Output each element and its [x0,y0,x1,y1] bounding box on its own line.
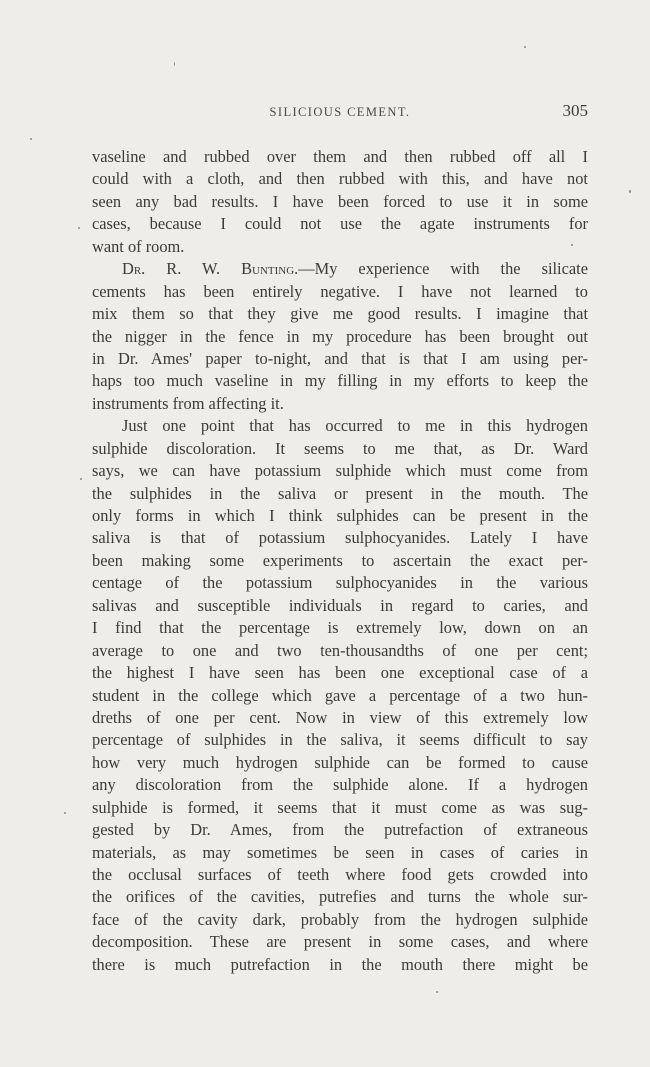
paper-speck [174,62,175,66]
text-line: dreths of one per cent. Now in view of this extremely low [92,707,588,727]
paper-speck [436,991,438,993]
text-line: sulphide discoloration. It seems to me that, as Dr. Ward [92,438,588,458]
text-line: face of the cavity dark, probably from the hydrogen sulphide [92,909,588,929]
text-line: the highest I have seen has been one exceptional case of a [92,663,588,683]
text-line: saliva is that of potassium sulphocyanides. Lately I have [92,528,588,548]
text-line [92,258,588,280]
text-line: haps too much vaseline in my filling in my efforts to keep the [92,371,588,391]
paper-speck [629,190,631,193]
text-line: sulphide is formed, it seems that it must come as was sug- [92,797,588,817]
page-number: 305 [562,101,588,120]
text-line: how very much hydrogen sulphide can be formed to cause [92,752,588,772]
text-line: cements has been entirely negative. I have not learned to [92,281,588,301]
text-line: there is much putrefaction in the mouth there might be [92,954,588,974]
text-line: the sulphides in the saliva or present in the mouth. The [92,483,588,503]
paper-speck [64,812,66,814]
running-title: SILICIOUS CEMENT. [269,105,411,119]
text-line: says, we can have potassium sulphide which must come from [92,461,588,481]
speaker-name: Dr. R. W. Bunting. [122,259,299,279]
text-line: student in the college which gave a percentage of a two hun- [92,685,588,705]
text-line: salivas and susceptible individuals in regard to caries, and [92,595,588,615]
text-line: average to one and two ten-thousandths of one per cent; [92,640,588,660]
text-line: could with a cloth, and then rubbed with this, and have not [92,169,588,189]
text-line: I find that the percentage is extremely low, down on an [92,618,588,638]
text-line: seen any bad results. I have been forced to use it in some [92,191,588,211]
text-line: instruments from affecting it. [92,393,284,413]
text-line: mix them so that they give me good results. I imagine that [92,304,588,324]
paragraph-1 [92,146,588,258]
text-line: the occlusal surfaces of teeth where food gets crowded into [92,865,588,884]
text-line: been making some experiments to ascertain the exact per- [92,550,588,570]
paper-speck [30,138,32,140]
text-line: in Dr. Ames' paper to-night, and that is that I am using per- [92,348,588,368]
text-line: gested by Dr. Ames, from the putrefaction of extraneous [92,820,588,840]
text-line: centage of the potassium sulphocyanides in the various [92,573,588,593]
paper-speck [78,227,80,229]
body-text [92,146,588,976]
text-line: the orifices of the cavities, putrefies and turns the whole sur- [92,887,588,907]
text-line: any discoloration from the sulphide alone. If a hydrogen [92,775,588,795]
paper-speck [524,46,526,48]
text-line: the nigger in the fence in my procedure has been brought out [92,326,588,346]
running-header [92,101,588,123]
text-line: vaseline and rubbed over them and then rubbed off all I [92,147,588,166]
text-line: materials, as may sometimes be seen in cases of caries in [92,842,588,862]
text-line: percentage of sulphides in the saliva, it seems difficult to say [92,730,588,750]
text-line: decomposition. These are present in some cases, and where [92,932,588,952]
text-line-content: —My experience with the silicate [298,259,588,279]
text-line: Just one point that has occurred to me in this hydrogen [122,416,588,436]
text-line: only forms in which I think sulphides can be present in the [92,506,588,525]
text-line: want of room. [92,236,185,256]
paper-speck [80,478,82,480]
text-line: cases, because I could not use the agate instruments for [92,214,588,234]
paragraph-2 [92,258,588,415]
paragraph-3 [92,415,588,976]
